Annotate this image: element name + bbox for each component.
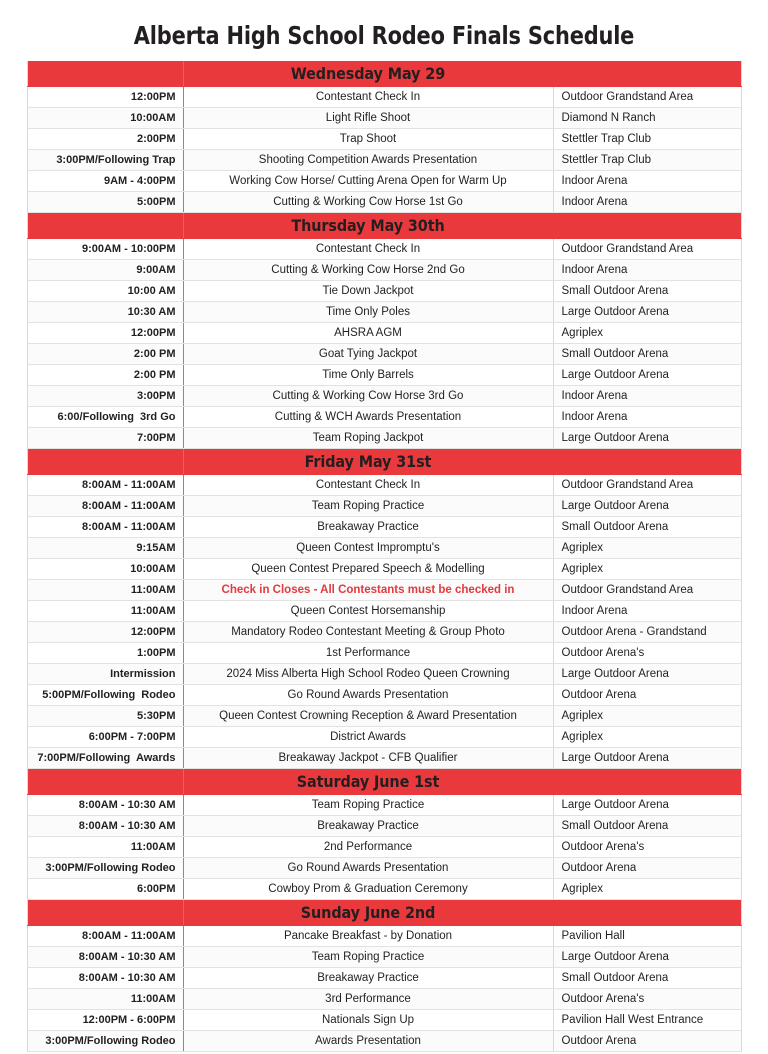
- event-location: Indoor Arena: [553, 171, 741, 192]
- event-location: Agriplex: [553, 706, 741, 727]
- table-row: [27, 643, 741, 664]
- event-time: 8:00AM - 11:00AM: [27, 517, 183, 538]
- event-location: Outdoor Arena's: [553, 837, 741, 858]
- event-name: 3rd Performance: [183, 989, 553, 1010]
- event-location: Indoor Arena: [553, 407, 741, 428]
- event-name: Contestant Check In: [183, 475, 553, 496]
- day-banner-row: [27, 900, 741, 926]
- event-name: Pancake Breakfast - by Donation: [183, 926, 553, 947]
- event-location: Pavilion Hall West Entrance: [553, 1010, 741, 1031]
- table-row: [27, 428, 741, 449]
- event-time: 11:00AM: [27, 837, 183, 858]
- event-time: 11:00AM: [27, 989, 183, 1010]
- event-time: 2:00 PM: [27, 365, 183, 386]
- event-location: Large Outdoor Arena: [553, 496, 741, 517]
- event-location: Small Outdoor Arena: [553, 517, 741, 538]
- event-time: 9:00AM: [27, 260, 183, 281]
- event-time: 2:00 PM: [27, 344, 183, 365]
- table-row: [27, 580, 741, 601]
- event-name: Breakaway Practice: [183, 968, 553, 989]
- event-name: Breakaway Practice: [183, 816, 553, 837]
- table-row: [27, 344, 741, 365]
- table-row: [27, 496, 741, 517]
- table-row: [27, 685, 741, 706]
- table-row: [27, 171, 741, 192]
- event-time: 8:00AM - 10:30 AM: [27, 795, 183, 816]
- table-row: [27, 601, 741, 622]
- table-row: [27, 706, 741, 727]
- event-name: Light Rifle Shoot: [183, 108, 553, 129]
- event-location: Outdoor Grandstand Area: [553, 475, 741, 496]
- event-time: 6:00PM - 7:00PM: [27, 727, 183, 748]
- table-row: [27, 129, 741, 150]
- table-row: [27, 947, 741, 968]
- event-time: 8:00AM - 11:00AM: [27, 496, 183, 517]
- event-time: 10:30 AM: [27, 302, 183, 323]
- event-location: Pavilion Hall: [553, 926, 741, 947]
- day-banner-left-pad: [27, 61, 183, 87]
- table-row: [27, 538, 741, 559]
- event-location: Diamond N Ranch: [553, 108, 741, 129]
- event-location: Indoor Arena: [553, 192, 741, 213]
- event-name: Go Round Awards Presentation: [183, 858, 553, 879]
- event-time: 3:00PM/Following Rodeo: [27, 858, 183, 879]
- event-time: 3:00PM/Following Rodeo: [27, 1031, 183, 1052]
- schedule-body: [27, 61, 741, 1052]
- event-time: 10:00AM: [27, 108, 183, 129]
- event-name: District Awards: [183, 727, 553, 748]
- table-row: [27, 302, 741, 323]
- event-location: Large Outdoor Arena: [553, 428, 741, 449]
- event-location: Small Outdoor Arena: [553, 968, 741, 989]
- day-banner-label: Sunday June 2nd: [183, 900, 553, 926]
- table-row: [27, 816, 741, 837]
- day-banner-label: Wednesday May 29: [183, 61, 553, 87]
- event-location: Indoor Arena: [553, 260, 741, 281]
- event-location: Agriplex: [553, 538, 741, 559]
- table-row: [27, 192, 741, 213]
- event-location: Small Outdoor Arena: [553, 816, 741, 837]
- event-location: Outdoor Arena: [553, 1031, 741, 1052]
- event-location: Agriplex: [553, 559, 741, 580]
- event-time: 10:00 AM: [27, 281, 183, 302]
- table-row: [27, 622, 741, 643]
- event-name: Shooting Competition Awards Presentation: [183, 150, 553, 171]
- event-name: 2nd Performance: [183, 837, 553, 858]
- event-time: 8:00AM - 11:00AM: [27, 475, 183, 496]
- table-row: [27, 407, 741, 428]
- event-time: 12:00PM - 6:00PM: [27, 1010, 183, 1031]
- event-name: Awards Presentation: [183, 1031, 553, 1052]
- table-row: [27, 727, 741, 748]
- event-time: 10:00AM: [27, 559, 183, 580]
- event-name: Breakaway Jackpot - CFB Qualifier: [183, 748, 553, 769]
- event-time: 8:00AM - 10:30 AM: [27, 947, 183, 968]
- event-time: 11:00AM: [27, 580, 183, 601]
- table-row: [27, 795, 741, 816]
- table-row: [27, 87, 741, 108]
- day-banner-right-pad: [553, 213, 741, 239]
- table-row: [27, 748, 741, 769]
- event-location: Outdoor Arena's: [553, 643, 741, 664]
- event-name: AHSRA AGM: [183, 323, 553, 344]
- event-location: Outdoor Grandstand Area: [553, 239, 741, 260]
- event-name: Queen Contest Prepared Speech & Modelling: [183, 559, 553, 580]
- table-row: [27, 968, 741, 989]
- event-name: Queen Contest Impromptu's: [183, 538, 553, 559]
- table-row: [27, 365, 741, 386]
- event-name: Time Only Poles: [183, 302, 553, 323]
- day-banner-row: [27, 61, 741, 87]
- table-row: [27, 664, 741, 685]
- event-location: Agriplex: [553, 323, 741, 344]
- event-name: 1st Performance: [183, 643, 553, 664]
- schedule-table: [27, 61, 742, 1052]
- day-banner-right-pad: [553, 900, 741, 926]
- table-row: [27, 150, 741, 171]
- event-time: 7:00PM/Following Awards: [27, 748, 183, 769]
- event-location: Outdoor Arena: [553, 685, 741, 706]
- event-time: 5:00PM: [27, 192, 183, 213]
- day-banner-row: [27, 769, 741, 795]
- day-banner-label: Friday May 31st: [183, 449, 553, 475]
- event-time: 12:00PM: [27, 622, 183, 643]
- event-name-highlighted: Check in Closes - All Contestants must be checked in: [183, 580, 553, 601]
- event-name: Cutting & WCH Awards Presentation: [183, 407, 553, 428]
- event-location: Large Outdoor Arena: [553, 947, 741, 968]
- table-row: [27, 108, 741, 129]
- day-banner-label: Thursday May 30th: [183, 213, 553, 239]
- event-time: 8:00AM - 10:30 AM: [27, 816, 183, 837]
- event-name: Working Cow Horse/ Cutting Arena Open for Warm Up: [183, 171, 553, 192]
- day-banner-left-pad: [27, 449, 183, 475]
- event-time: 6:00/Following 3rd Go: [27, 407, 183, 428]
- table-row: [27, 281, 741, 302]
- table-row: [27, 517, 741, 538]
- event-name: Queen Contest Horsemanship: [183, 601, 553, 622]
- event-time: 12:00PM: [27, 323, 183, 344]
- event-time: 3:00PM/Following Trap: [27, 150, 183, 171]
- table-row: [27, 989, 741, 1010]
- day-banner-left-pad: [27, 769, 183, 795]
- event-location: Indoor Arena: [553, 386, 741, 407]
- event-time: 11:00AM: [27, 601, 183, 622]
- event-location: Agriplex: [553, 727, 741, 748]
- page-title: Alberta High School Rodeo Finals Schedule: [133, 21, 635, 50]
- table-row: [27, 559, 741, 580]
- event-name: Cutting & Working Cow Horse 3rd Go: [183, 386, 553, 407]
- event-time: 7:00PM: [27, 428, 183, 449]
- event-name: Cutting & Working Cow Horse 1st Go: [183, 192, 553, 213]
- table-row: [27, 926, 741, 947]
- event-name: Nationals Sign Up: [183, 1010, 553, 1031]
- event-name: Cutting & Working Cow Horse 2nd Go: [183, 260, 553, 281]
- table-row: [27, 475, 741, 496]
- event-time: 3:00PM: [27, 386, 183, 407]
- event-name: Mandatory Rodeo Contestant Meeting & Group Photo: [183, 622, 553, 643]
- event-time: 8:00AM - 11:00AM: [27, 926, 183, 947]
- day-banner-row: [27, 449, 741, 475]
- event-time: 9:00AM - 10:00PM: [27, 239, 183, 260]
- table-row: [27, 858, 741, 879]
- event-location: Agriplex: [553, 879, 741, 900]
- event-time: 5:30PM: [27, 706, 183, 727]
- event-location: Large Outdoor Arena: [553, 664, 741, 685]
- day-banner-left-pad: [27, 213, 183, 239]
- event-time: 1:00PM: [27, 643, 183, 664]
- event-location: Large Outdoor Arena: [553, 748, 741, 769]
- event-location: Indoor Arena: [553, 601, 741, 622]
- event-location: Outdoor Arena's: [553, 989, 741, 1010]
- event-location: Stettler Trap Club: [553, 150, 741, 171]
- event-name: Trap Shoot: [183, 129, 553, 150]
- event-time: 12:00PM: [27, 87, 183, 108]
- day-banner-left-pad: [27, 900, 183, 926]
- day-banner-right-pad: [553, 449, 741, 475]
- event-location: Outdoor Grandstand Area: [553, 580, 741, 601]
- event-time: 9:15AM: [27, 538, 183, 559]
- table-row: [27, 260, 741, 281]
- table-row: [27, 879, 741, 900]
- event-location: Small Outdoor Arena: [553, 344, 741, 365]
- event-time: 9AM - 4:00PM: [27, 171, 183, 192]
- event-name: Team Roping Practice: [183, 795, 553, 816]
- table-row: [27, 239, 741, 260]
- event-time: Intermission: [27, 664, 183, 685]
- event-location: Stettler Trap Club: [553, 129, 741, 150]
- event-location: Large Outdoor Arena: [553, 365, 741, 386]
- event-name: Breakaway Practice: [183, 517, 553, 538]
- table-row: [27, 323, 741, 344]
- event-time: 6:00PM: [27, 879, 183, 900]
- table-row: [27, 386, 741, 407]
- event-time: 5:00PM/Following Rodeo: [27, 685, 183, 706]
- table-row: [27, 1010, 741, 1031]
- event-name: Go Round Awards Presentation: [183, 685, 553, 706]
- event-name: Time Only Barrels: [183, 365, 553, 386]
- table-row: [27, 837, 741, 858]
- event-name: Contestant Check In: [183, 87, 553, 108]
- event-name: 2024 Miss Alberta High School Rodeo Queen Crowning: [183, 664, 553, 685]
- event-name: Tie Down Jackpot: [183, 281, 553, 302]
- table-row: [27, 1031, 741, 1052]
- event-time: 8:00AM - 10:30 AM: [27, 968, 183, 989]
- event-name: Team Roping Practice: [183, 496, 553, 517]
- event-name: Team Roping Jackpot: [183, 428, 553, 449]
- event-location: Outdoor Arena - Grandstand: [553, 622, 741, 643]
- event-location: Large Outdoor Arena: [553, 795, 741, 816]
- event-location: Outdoor Grandstand Area: [553, 87, 741, 108]
- event-name: Goat Tying Jackpot: [183, 344, 553, 365]
- event-time: 2:00PM: [27, 129, 183, 150]
- event-name: Queen Contest Crowning Reception & Award Presentation: [183, 706, 553, 727]
- day-banner-right-pad: [553, 61, 741, 87]
- day-banner-right-pad: [553, 769, 741, 795]
- day-banner-row: [27, 213, 741, 239]
- event-name: Contestant Check In: [183, 239, 553, 260]
- event-location: Small Outdoor Arena: [553, 281, 741, 302]
- event-name: Team Roping Practice: [183, 947, 553, 968]
- event-location: Outdoor Arena: [553, 858, 741, 879]
- day-banner-label: Saturday June 1st: [183, 769, 553, 795]
- event-location: Large Outdoor Arena: [553, 302, 741, 323]
- event-name: Cowboy Prom & Graduation Ceremony: [183, 879, 553, 900]
